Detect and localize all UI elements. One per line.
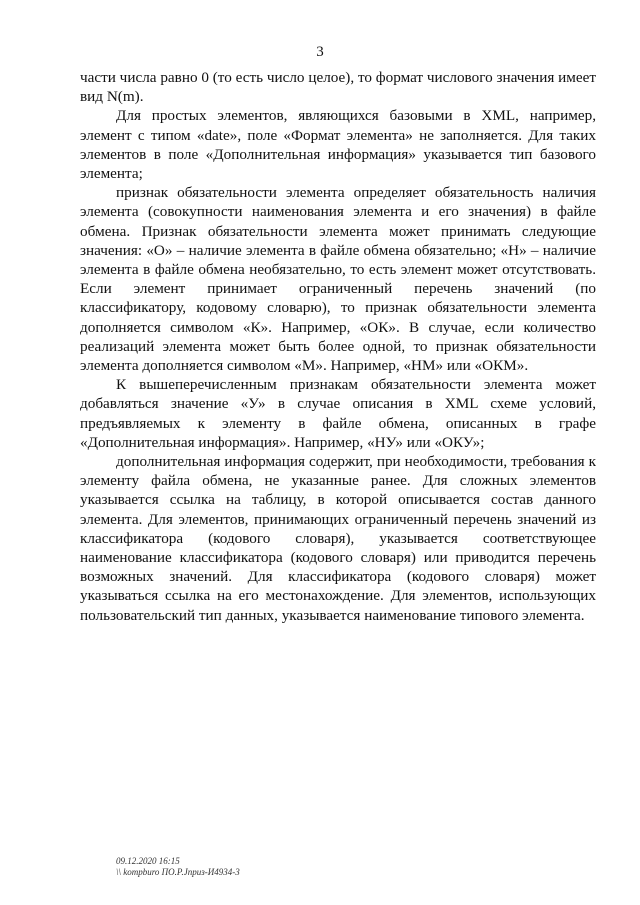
paragraph-condition-value: К вышеперечисленным признакам обязательности элемента может добавляться значение «У» в случае описания в XML схеме условий, предъявляемых к элементу в файле обмена, описанных в графе «Дополнительная информация». Например, «НУ» или «ОКУ»; [80, 376, 596, 451]
page-number: 3 [316, 44, 324, 60]
document-footer-stamp [116, 856, 240, 878]
footer-file-path: \\ kompburo ПО.Р.Jприз-И4934-3 [116, 867, 240, 877]
body-text [80, 68, 596, 625]
paragraph-obligation-sign: признак обязательности элемента определяет обязательность наличия элемента (совокупности наименования элемента и его значения) в файле обмена. Признак обязательности элемента может принимать следующие значения: «О» – наличие элемента в файле обмена обязательно; «Н» – наличие элемента в файле обмена необязательно, то есть элемент может отсутствовать. Если элемент принимает ограниченный перечень значений (по классификатору, кодовому словарю), то признак обязательности элемента дополняется символом «К». Например, «ОК». В случае, если количество реализаций элемента может быть более одной, то признак обязательности элемента дополняется символом «М». Например, «НМ» или «ОКМ». [80, 184, 596, 375]
paragraph-additional-info: дополнительная информация содержит, при необходимости, требования к элементу файла обмена, не указанные ранее. Для сложных элементов указывается ссылка на таблицу, в которой описывается состав данного элемента. Для элементов, принимающих ограниченный перечень значений из классификатора (кодового словаря), указывается соответствующее наименование классификатора (кодового словаря) или приводится перечень возможных значений. Для классификатора (кодового словаря) может указываться ссылка на его местонахождение. Для элементов, использующих пользовательский тип данных, указывается наименование типового элемента. [80, 453, 596, 624]
paragraph-base-elements: Для простых элементов, являющихся базовыми в XML, например, элемент с типом «date», поле «Формат элемента» не заполняется. Для таких элементов в поле «Дополнительная информация» указывается тип базового элемента; [80, 107, 596, 183]
paragraph-continuation: части числа равно 0 (то есть число целое), то формат числового значения имеет вид N(m). [80, 69, 596, 106]
footer-timestamp: 09.12.2020 16:15 [116, 856, 180, 866]
